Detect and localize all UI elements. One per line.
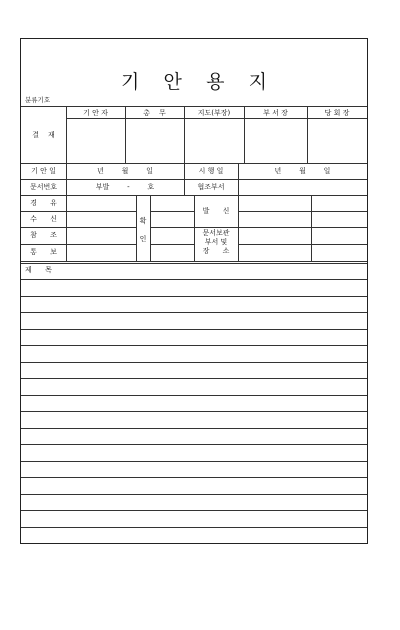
divider — [21, 261, 367, 262]
ruled-line — [21, 378, 367, 379]
divider — [21, 211, 136, 212]
storage-label: 문서보관 부서 및 장 소 — [202, 229, 230, 255]
subject-label: 제 목 — [25, 266, 52, 274]
confirm-label: 확 인 — [139, 217, 147, 243]
approval-col-dept-head: 부 서 장 — [263, 109, 288, 117]
classification-label: 분류기호 — [25, 96, 51, 104]
ruled-line — [21, 362, 367, 363]
ruled-line — [21, 345, 367, 346]
ruled-line — [21, 395, 367, 396]
divider — [194, 227, 367, 228]
ruled-line — [21, 527, 367, 528]
draft-date-value: 년 월 일 — [97, 167, 153, 175]
ruled-line — [21, 279, 367, 280]
ruled-line — [21, 444, 367, 445]
coop-dept-label: 협조부서 — [197, 183, 225, 191]
ruled-line — [21, 461, 367, 462]
reference-label: 참 조 — [30, 231, 57, 239]
divider — [150, 244, 194, 245]
divider — [238, 195, 239, 261]
ruled-line — [21, 411, 367, 412]
draft-form — [20, 38, 368, 544]
divider — [238, 211, 367, 212]
divider — [21, 263, 367, 264]
divider — [150, 211, 194, 212]
divider — [311, 195, 312, 261]
divider — [238, 244, 367, 245]
approval-col-drafter: 기 안 자 — [83, 109, 108, 117]
ruled-line — [21, 510, 367, 511]
doc-number-label: 문서번호 — [29, 183, 58, 191]
divider — [21, 106, 367, 107]
notify-label: 통 보 — [30, 248, 57, 256]
ruled-line — [21, 428, 367, 429]
divider — [21, 179, 367, 180]
recipient-label: 수 신 — [30, 215, 57, 223]
divider — [66, 118, 367, 119]
approval-col-general-affairs: 총 무 — [143, 109, 166, 117]
ruled-line — [21, 296, 367, 297]
divider — [21, 244, 136, 245]
form-title: 기 안 용 지 — [121, 71, 267, 93]
approval-col-president: 당 회 장 — [324, 109, 350, 117]
divider — [150, 227, 194, 228]
approval-row-label: 결 재 — [32, 131, 55, 139]
enforce-date-value: 년 월 일 — [274, 167, 331, 175]
approval-col-supervisor: 지도(부장) — [197, 109, 231, 117]
ruled-line — [21, 477, 367, 478]
ruled-line — [21, 329, 367, 330]
enforce-date-label: 시 행 일 — [198, 167, 224, 175]
doc-number-value: 부발 - 호 — [95, 183, 155, 191]
divider — [150, 195, 151, 261]
draft-date-label: 기 안 일 — [31, 167, 56, 175]
ruled-line — [21, 494, 367, 495]
divider — [66, 195, 67, 261]
via-label: 경 유 — [30, 199, 57, 207]
divider — [21, 163, 367, 164]
sender-label: 발 신 — [202, 207, 230, 215]
divider — [21, 227, 136, 228]
ruled-line — [21, 312, 367, 313]
